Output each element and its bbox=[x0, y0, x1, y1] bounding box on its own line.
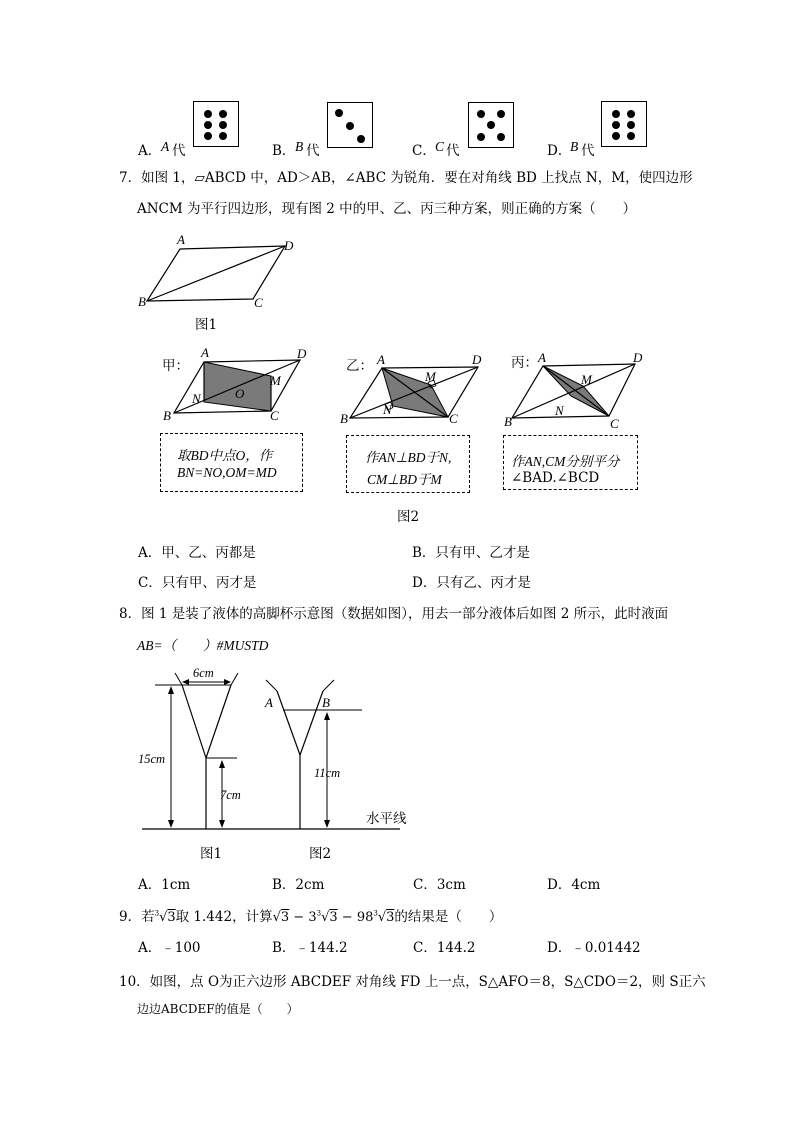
scheme-yi-line2: CM⊥BD于M bbox=[367, 472, 442, 487]
option-var: C bbox=[435, 139, 445, 154]
horizon-label: 水平线 bbox=[366, 811, 407, 827]
option-letter: B． bbox=[272, 143, 296, 159]
svg-text:C: C bbox=[610, 416, 619, 431]
q7-choice-b: B．只有甲、乙才是 bbox=[412, 545, 530, 561]
option-var: A bbox=[161, 139, 170, 154]
option-var: B bbox=[570, 139, 579, 154]
svg-text:M: M bbox=[581, 372, 592, 387]
q9-expression: $√3 - 3^3√3 - 98^3√3$ bbox=[272, 909, 395, 925]
svg-text:B: B bbox=[138, 294, 146, 309]
q8-choice-b: B．2cm bbox=[272, 877, 325, 893]
q7-choice-d: D．只有乙、丙才是 bbox=[412, 575, 531, 591]
svg-text:B: B bbox=[322, 695, 330, 710]
dim-7cm: 7cm bbox=[220, 788, 241, 802]
q8-choice-a: A．1cm bbox=[138, 877, 191, 893]
scheme-jia-label: 甲： bbox=[162, 358, 189, 374]
q9-choice-a: A．﹣100 bbox=[138, 940, 201, 956]
q8-fig2-caption: 图2 bbox=[309, 846, 332, 862]
q9-choice-b: B．﹣144.2 bbox=[272, 940, 348, 956]
scheme-jia-line2: BN=NO,OM=MD bbox=[177, 465, 277, 480]
q8-line1: 8．图 1 是装了液体的高脚杯示意图（数据如图），用去一部分液体后如图 2 所示，此时液面 bbox=[119, 606, 669, 622]
q9-line bbox=[119, 905, 502, 925]
fig1-caption: 图1 bbox=[195, 317, 218, 333]
q9-mid: 取 1.442，计算 bbox=[175, 909, 273, 925]
svg-text:N: N bbox=[192, 391, 201, 406]
svg-text:A: A bbox=[377, 352, 385, 367]
svg-text:B: B bbox=[340, 411, 348, 426]
scheme-jia-line1: 取BD中点O，作 bbox=[177, 448, 273, 463]
svg-text:D: D bbox=[297, 346, 307, 361]
svg-text:A: A bbox=[201, 345, 209, 360]
svg-text:B: B bbox=[163, 408, 171, 423]
svg-text:N: N bbox=[383, 402, 392, 417]
q10-line2: 边边ABCDEF的值是（ ） bbox=[137, 1002, 299, 1016]
dim-6cm: 6cm bbox=[193, 666, 214, 680]
q10-line1: 10．如图，点 O为正六边形 ABCDEF 对角线 FD 上一点，S△AFO＝8，S△CDO＝2，则 S正六 bbox=[119, 974, 706, 990]
scheme-yi-line1: 作AN⊥BD于N, bbox=[365, 450, 452, 465]
dim-11cm: 11cm bbox=[314, 766, 341, 780]
q7-line2: ANCM 为平行四边形，现有图 2 中的甲、乙、丙三种方案，则正确的方案（ ） bbox=[137, 201, 637, 217]
svg-text:A: A bbox=[177, 232, 185, 247]
q9-cuberoot-3: $^3$√3 bbox=[154, 909, 176, 925]
scheme-yi-label: 乙： bbox=[346, 358, 373, 374]
scheme-bing-label: 丙： bbox=[511, 355, 538, 371]
scheme-bing-line1: 作AN,CM分别平分 bbox=[511, 454, 620, 469]
svg-text:N: N bbox=[555, 403, 564, 418]
option-text: 代 bbox=[581, 143, 595, 159]
svg-text:M: M bbox=[270, 373, 281, 388]
scheme-bing-line2: ∠BAD.∠BCD bbox=[511, 470, 600, 486]
option-letter: C． bbox=[412, 143, 436, 159]
svg-text:D: D bbox=[472, 352, 482, 367]
q9-prefix: 9．若 bbox=[119, 909, 155, 925]
option-letter: A． bbox=[138, 143, 162, 159]
q8-line2: AB=（ ）#MUSTD bbox=[137, 638, 269, 653]
svg-text:C: C bbox=[449, 411, 458, 426]
q8-choice-c: C．3cm bbox=[413, 877, 466, 893]
q8-fig1-caption: 图1 bbox=[200, 846, 223, 862]
svg-text:A: A bbox=[538, 350, 546, 365]
q9-choice-d: D．﹣0.01442 bbox=[547, 940, 641, 956]
option-letter: D． bbox=[547, 143, 572, 159]
svg-text:B: B bbox=[504, 414, 512, 429]
q9-suffix: 的结果是（ ） bbox=[394, 909, 503, 925]
svg-text:M: M bbox=[425, 369, 436, 384]
q8-choice-d: D．4cm bbox=[547, 877, 601, 893]
svg-text:O: O bbox=[235, 386, 245, 401]
svg-text:C: C bbox=[254, 295, 263, 310]
q7-choice-a: A．甲、乙、丙都是 bbox=[138, 545, 256, 561]
option-text: 代 bbox=[446, 143, 460, 159]
dim-15cm: 15cm bbox=[138, 752, 166, 766]
q7-choice-c: C．只有甲、丙才是 bbox=[138, 575, 257, 591]
option-var: B bbox=[295, 139, 304, 154]
fig2-caption: 图2 bbox=[397, 509, 420, 525]
svg-text:C: C bbox=[270, 408, 279, 423]
svg-text:A: A bbox=[265, 695, 273, 710]
q9-choice-c: C．144.2 bbox=[413, 940, 476, 956]
svg-text:D: D bbox=[633, 350, 643, 365]
svg-text:D: D bbox=[284, 238, 294, 253]
q7-line1: 7．如图 1，▱ABCD 中，AD＞AB，∠ABC 为锐角．要在对角线 BD 上找点 N，M，使四边形 bbox=[119, 170, 693, 186]
option-text: 代 bbox=[306, 143, 320, 159]
option-text: 代 bbox=[172, 143, 186, 159]
